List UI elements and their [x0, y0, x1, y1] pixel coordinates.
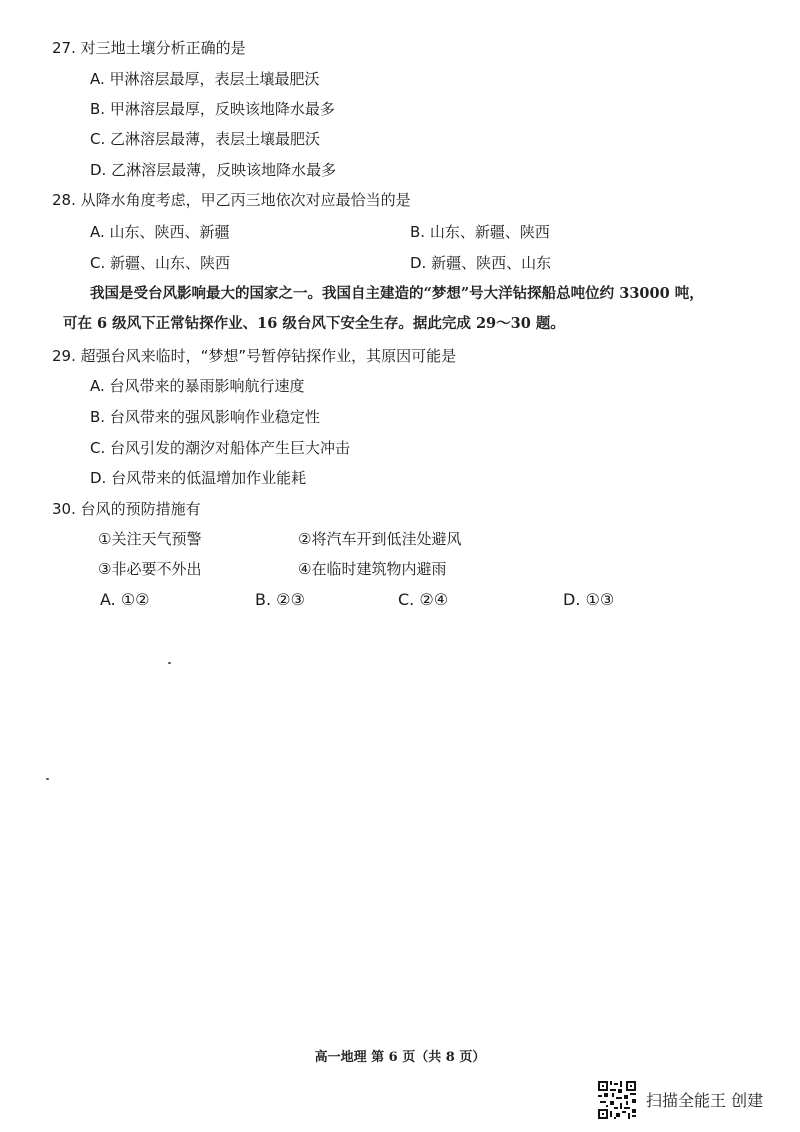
scan-speck — [168, 662, 171, 664]
page-footer: 高一地理 第 6 页（共 8 页） — [314, 1050, 486, 1065]
q27-title: 27. 对三地土壤分析正确的是 — [52, 39, 246, 57]
q29-option-c: C. 台风引发的潮汐对船体产生巨大冲击 — [90, 439, 351, 457]
q30-option-c: C. ②④ — [398, 590, 449, 609]
q28-option-c: C. 新疆、山东、陕西 — [90, 254, 231, 272]
q30-item-3: ③非必要不外出 — [98, 560, 202, 578]
q29-title: 29. 超强台风来临时，“梦想”号暂停钻探作业，其原因可能是 — [52, 347, 457, 365]
q30-title: 30. 台风的预防措施有 — [52, 500, 201, 518]
passage-line-1: 我国是受台风影响最大的国家之一。我国自主建造的“梦想”号大洋钻探船总吨位约 33000 吨， — [90, 285, 704, 302]
scan-speck — [46, 778, 49, 780]
q30-item-4: ④在临时建筑物内避雨 — [298, 560, 447, 578]
q30-item-2: ②将汽车开到低洼处避风 — [298, 530, 462, 548]
q28-option-b: B. 山东、新疆、陕西 — [410, 223, 550, 241]
q27-option-a: A. 甲淋溶层最厚，表层土壤最肥沃 — [90, 70, 320, 88]
q29-option-d: D. 台风带来的低温增加作业能耗 — [90, 469, 307, 487]
passage-line-2: 可在 6 级风下正常钻探作业、16 级台风下安全生存。据此完成 29～30 题。 — [63, 315, 565, 332]
q28-option-d: D. 新疆、陕西、山东 — [410, 254, 552, 272]
qr-code-icon — [598, 1081, 636, 1119]
q28-title: 28. 从降水角度考虑，甲乙丙三地依次对应最恰当的是 — [52, 191, 411, 209]
q27-option-d: D. 乙淋溶层最薄，反映该地降水最多 — [90, 161, 337, 179]
q27-option-b: B. 甲淋溶层最厚，反映该地降水最多 — [90, 100, 335, 118]
q27-option-c: C. 乙淋溶层最薄，表层土壤最肥沃 — [90, 130, 321, 148]
watermark-text: 扫描全能王 创建 — [646, 1091, 764, 1110]
q30-option-a: A. ①② — [100, 590, 150, 609]
q28-option-a: A. 山东、陕西、新疆 — [90, 223, 230, 241]
q30-item-1: ①关注天气预警 — [98, 530, 202, 548]
q29-option-b: B. 台风带来的强风影响作业稳定性 — [90, 408, 320, 426]
q30-option-d: D. ①③ — [563, 590, 615, 609]
q30-option-b: B. ②③ — [255, 590, 305, 609]
q29-option-a: A. 台风带来的暴雨影响航行速度 — [90, 377, 305, 395]
